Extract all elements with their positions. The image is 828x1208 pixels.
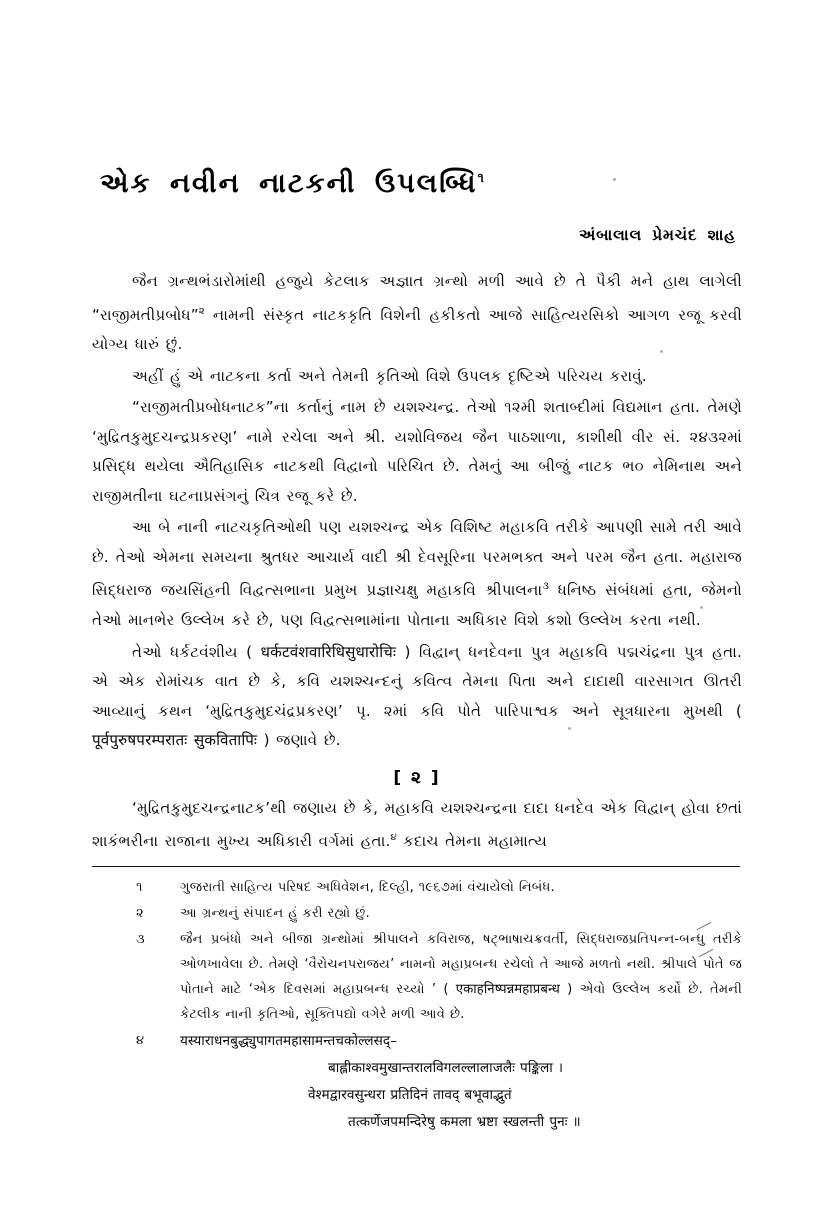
page-title-text: એક નવીન નાટકની ઉપલબ્ધિ	[100, 168, 478, 199]
footnotes	[92, 875, 742, 1136]
footnote-number: ૨	[136, 905, 144, 921]
paragraph-4	[92, 513, 742, 635]
page-title	[100, 168, 742, 200]
paragraph-1-text: જૈન ગ્રન્થભંડારોમાંથી હજુયે કેટલાક અજ્ઞાત ગ્રન્થો મળી આવે છે તે પૈકી મને હાથ લાગેલી “રાજીમતીપ્રબોધ”	[92, 272, 742, 324]
scan-speck	[568, 727, 571, 730]
paragraph-1-text-after: નામની સંસ્કૃત નાટકકૃતિ વિશેની હકીકતો આજે સાહિત્યરસિકો આગળ રજૂ કરવી યોગ્ય ધારું છું.	[92, 305, 742, 354]
footnote-text: આ ગ્રન્થનું સંપાદન હું કરી રહ્યો છું.	[180, 905, 370, 921]
paragraph-3	[92, 393, 742, 511]
paragraph-1-footnote-marker: ૨	[198, 305, 205, 317]
author-byline: અંબાલાલ પ્રેમચંદ શાહ	[578, 226, 736, 245]
paragraph-5-text: તેઓ ધર્કટવંશીય ( धर्कटवंशवारिधिसुधारोचिः ) વિદ્વાન્ ધનદેવના પુત્ર મહાકવિ પદ્મચંદ્રના પુત્ર હતા. એ એક રોમાંચક વાત છે કે, કવિ યશશ્ચન્દનું કવિત્વ તેમના પિતા અને દાદાથી વારસાગત ઊતરી આવ્યાનું કથન ‘મુદ્રિતકુમુદચંદ્રપ્રકરણ’ પૃ. ૨માં કવિ પોતે પારિપાશ્વક અને સૂત્રધારના મુખથી ( पूर्वपुरुषपरम्परातः सुकवितापिः ) જણાવે છે.	[92, 642, 742, 750]
body-text	[92, 267, 742, 856]
scan-speck	[660, 350, 663, 353]
footnote-text: ગુજરાતી સાહિત્ય પરિષદ અધિવેશન, દિલ્હી, ૧૯૬૭માં વંચાયેલો નિબંધ.	[180, 879, 555, 895]
paragraph-1	[92, 267, 742, 360]
paragraph-6-text-after: કદાચ તેમના મહામાત્ય	[396, 832, 548, 851]
verse-line-3: वेश्मद्वारवसुन्धरा प्रतिदिनं तावद् बभूवाद्भुतं	[308, 1086, 512, 1103]
footnote-item	[92, 927, 742, 1027]
paragraph-4-text-after: ધનિષ્ઠ સંબંધમાં હતા, જેમનો તેઓ માનભેર ઉલ્લેખ કરે છે, પણ વિદ્વત્સભામાંના પોતાના અધિકાર વિશે કશો ઉલ્લેખ કરતા નથી.	[92, 581, 743, 630]
footnote-number: ૩	[136, 931, 145, 947]
paragraph-2	[92, 362, 742, 392]
paragraph-5	[92, 638, 742, 756]
page-content	[92, 168, 742, 1137]
paragraph-6-text: ‘મુદ્રિતકુમુદચન્દ્રનાટક’થી જણાય છે કે, મહાકવિ યશશ્ચન્દ્રના દાદા ધનદેવ એક વિદ્વાન્ હોવા છતાં શાકંભરીના રાજાના મુખ્ય અધિકારી વર્ગમાં હતા.	[92, 798, 742, 851]
verse-line-4: तत्कर्णेजपमन्दिरेषु कमला भ्रष्टा स्खलन्ती पुनः ॥	[348, 1113, 581, 1130]
paragraph-6	[92, 794, 742, 857]
paragraph-4-text: આ બે નાની નાટચકૃતિઓથી પણ યશશ્ચન્દ્ર એક વિશિષ્ટ મહાકવિ તરીકે આપણી સામે તરી આવે છે. તેઓ એમના સમયના શ્રુતધર આચાર્ય વાદી શ્રી દેવસૂરિના પરમભક્ત અને પરમ જૈન હતા. મહારાજ સિદ્ધરાજ જયસિંહની વિદ્વત્સભાના પ્રમુખ પ્રજ્ઞાચક્ષુ મહાકવિ શ્રીપાલના	[92, 518, 742, 600]
paragraph-2-text: અહીં હું એ નાટકના કર્તા અને તેમની કૃતિઓ વિશે ઉપલક દૃષ્ટિએ પરિચય કરાવું.	[132, 366, 647, 385]
section-marker: [ ૨ ]	[393, 767, 441, 788]
footnote-item	[92, 1028, 742, 1136]
scan-speck	[700, 606, 703, 609]
footnote-separator	[92, 866, 740, 867]
paragraph-3-text: “રાજીમતીપ્રબોધનાટક”ના કર્તાનું નામ છે યશશ્ચન્દ્ર. તેઓ ૧૨મી શતાબ્દીમાં વિદ્યમાન હતા. તેમણે ‘મુદ્રિતકુમુદચન્દ્રપ્રકરણ’ નામે રચેલા અને શ્રી. યશોવિજય જૈન પાઠશાળા, કાશીથી વીર સં. ૨૪૩૨માં પ્રસિદ્ધ થયેલા ઐતિહાસિક નાટકથી વિદ્વાનો પરિચિત છે. તેમનું આ બીજું નાટક ભ૦ નેમિનાથ અને રાજીમતીના ઘટનાપ્રસંગનું ચિત્ર રજૂ કરે છે.	[92, 398, 742, 505]
footnote-item	[92, 875, 742, 900]
paragraph-6-footnote-marker: ૪	[390, 832, 397, 844]
footnote-text	[180, 1028, 742, 1136]
title-footnote-marker: ૧	[477, 171, 484, 186]
footnote-number: ૧	[136, 879, 143, 895]
scan-speck	[613, 178, 616, 181]
paragraph-4-footnote-marker: ૩	[542, 581, 549, 593]
verse-line-1: यस्याराधनबुद्ध्युपागतमहासामन्तचकोल्लसद्–	[180, 1032, 398, 1049]
verse-line-2: बाह्लीकाश्वमुखान्तरालविगलल्लालाजलैः पङ्किला ।	[328, 1059, 564, 1076]
footnote-item	[92, 901, 742, 926]
sanskrit-verse	[180, 1028, 742, 1136]
footnote-number: ૪	[136, 1032, 145, 1048]
footnote-text: જૈન પ્રબંધો અને બીજા ગ્રન્થોમાં શ્રીપાલને કવિરાજ, ષટ્‌ભાષાચક્રવર્તી, સિદ્ધરાજપ્રતિપન્ન-બન્ધુ તરીકે ઓળખાવેલા છે. તેમણે ‘વૈરોચનપરાજય’ નામનો મહાપ્રબન્ધ રચેલો તે આજે મળતો નથી. શ્રીપાલે પોતે જ પોતાને માટે ‘એક દિવસમાં મહાપ્રબન્ધ રચ્યો ’ ( एकाहनिष्पन्नमहाप्रबन्ध ) એવો ઉલ્લેખ કર્યો છે. તેમની કેટલીક નાની કૃતિઓ, સૂક્તિપદ્યો વગેરે મળી આવે છે.	[180, 931, 742, 1022]
